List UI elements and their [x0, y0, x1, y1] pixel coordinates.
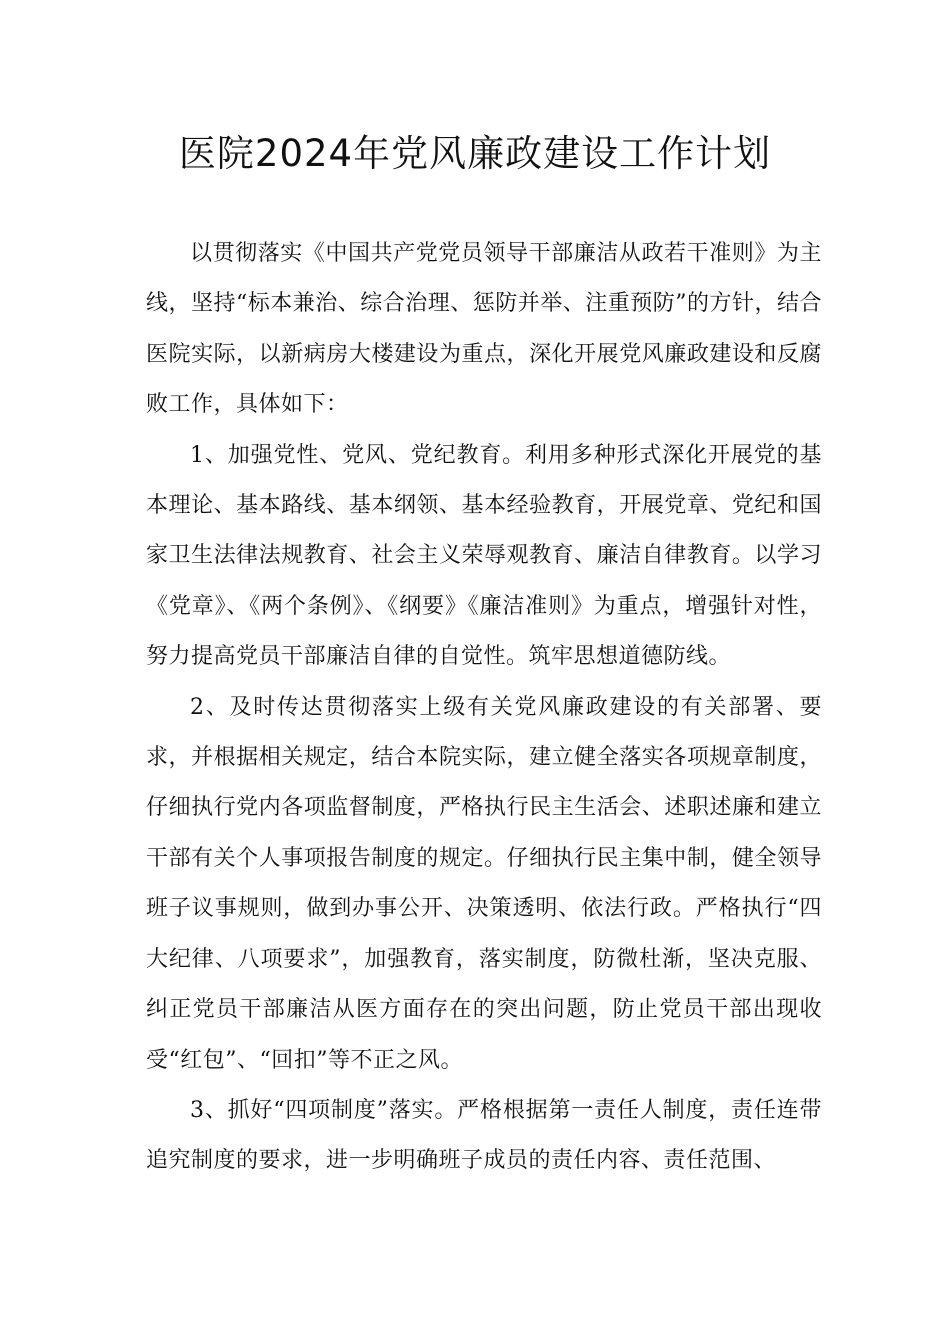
paragraph-item-1: 1、加强党性、党风、党纪教育。利用多种形式深化开展党的基本理论、基本路线、基本纲领、基本经验教育，开展党章、党纪和国家卫生法律法规教育、社会主义荣辱观教育、廉洁自律教育。以学习《党章》、《两个条例》、《纲要》《廉洁准则》为重点，增强针对性，努力提高党员干部廉洁自律的自觉性。筑牢思想道德防线。 — [146, 442, 822, 670]
document-body — [146, 229, 822, 1187]
document-title: 医院2024年党风廉政建设工作计划 — [178, 132, 772, 175]
paragraph-item-3: 3、抓好“四项制度”落实。严格根据第一责任人制度，责任连带追究制度的要求，进一步明确班子成员的责任内容、责任范围、 — [146, 1097, 822, 1174]
paragraph-item-2: 2、及时传达贯彻落实上级有关党风廉政建设的有关部署、要求，并根据相关规定，结合本院实际，建立健全落实各项规章制度，仔细执行党内各项监督制度，严格执行民主生活会、述职述廉和建立干部有关个人事项报告制度的规定。仔细执行民主集中制，健全领导班子议事规则，做到办事公开、决策透明、依法行政。严格执行“四大纪律、八项要求”，加强教育，落实制度，防微杜渐，坚决克服、纠正党员干部廉洁从医方面存在的突出问题，防止党员干部出现收受“红包”、“回扣”等不正之风。 — [146, 694, 822, 1073]
paragraph-intro: 以贯彻落实《中国共产党党员领导干部廉洁从政若干准则》为主线，坚持“标本兼治、综合治理、惩防并举、注重预防”的方针，结合医院实际，以新病房大楼建设为重点，深化开展党风廉政建设和反腐败工作，具体如下： — [146, 241, 822, 418]
